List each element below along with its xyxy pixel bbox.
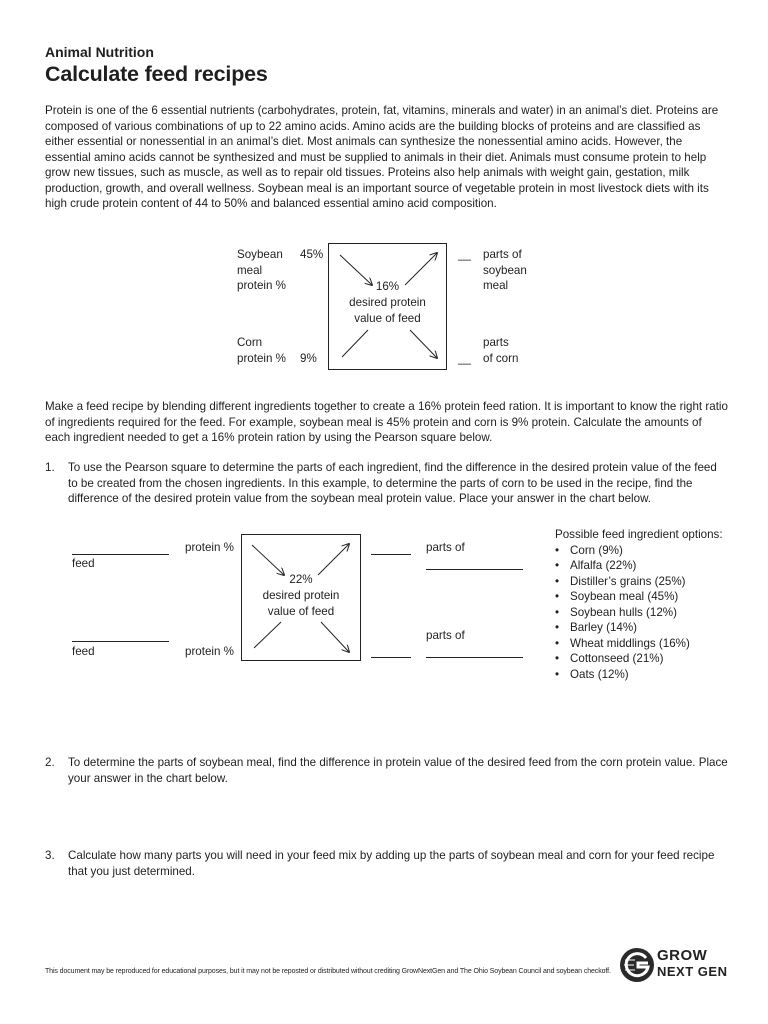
soybean-label-line1: Soybean bbox=[237, 248, 283, 261]
worksheet-arrow-up-right-bottom bbox=[254, 622, 281, 648]
corn-parts-blank: __ bbox=[458, 352, 471, 365]
soybean-label-line3: protein % bbox=[237, 279, 286, 292]
bottom-parts-of-label: parts of bbox=[426, 629, 465, 642]
worksheet-arrow-down-right-bottom bbox=[321, 622, 349, 652]
bottom-protein-label: protein % bbox=[185, 645, 234, 658]
corn-label-line2: protein % bbox=[237, 352, 286, 365]
logo-line-2: NEXT GEN bbox=[657, 964, 728, 979]
logo-wordmark bbox=[657, 948, 727, 980]
corn-parts-label-2: of corn bbox=[483, 352, 519, 365]
ingredient-options-list bbox=[555, 543, 723, 683]
corn-parts-label-1: parts bbox=[483, 336, 509, 349]
top-feed-label: feed bbox=[72, 557, 95, 570]
soybean-parts-blank: __ bbox=[458, 248, 471, 261]
list-item: • Soybean hulls (12%) bbox=[555, 605, 723, 621]
step-2-text: To determine the parts of soybean meal, find the difference in protein value of the desired feed from the corn protein value. Place your answer in the chart below. bbox=[68, 756, 728, 785]
top-parts-blank[interactable] bbox=[371, 554, 411, 555]
example-center-value: 16% bbox=[375, 280, 400, 293]
g-logo-icon bbox=[619, 946, 655, 984]
worksheet-center-label-2: value of feed bbox=[267, 605, 335, 618]
list-item: • Oats (12%) bbox=[555, 667, 723, 683]
soybean-parts-label-3: meal bbox=[483, 279, 509, 292]
ingredient-options bbox=[555, 527, 723, 682]
bottom-parts-ingredient-blank[interactable] bbox=[426, 657, 523, 658]
worksheet-arrow-up-right-top bbox=[318, 544, 349, 575]
list-item: • Cottonseed (21%) bbox=[555, 651, 723, 667]
worksheet-center-value: 22% bbox=[289, 573, 313, 586]
worksheet-arrow-down-right-top bbox=[252, 545, 284, 575]
section-subtitle: Animal Nutrition bbox=[45, 44, 154, 60]
grow-next-gen-logo bbox=[619, 946, 734, 984]
worksheet-center-label-1: desired protein bbox=[262, 589, 340, 602]
intro-paragraph: Protein is one of the 6 essential nutrients (carbohydrates, protein, fat, vitamins, minerals and water) in an animal’s diet. Proteins are composed of various combinations of up to 22 amino acids. Amino acids are the building blocks of proteins and are classified as either essential or nonessential in an animal’s diet. Most animals can synthesize the nonessential amino acids. However, the essential amino acids cannot be synthesized and must be supplied to animals in their diet. Animals must consume protein to help grow new tissues, such as muscle, as well as to repair old tissues. Proteins also help animals with weight gain, gestation, milk production, growth, and overall wellness. Soybean meal is an important source of vegetable protein in most livestock diets with its high crude protein content of 44 to 50% and balanced essential amino acid composition. bbox=[45, 104, 719, 210]
list-item: • Barley (14%) bbox=[555, 620, 723, 636]
ingredient-options-heading: Possible feed ingredient options: bbox=[555, 528, 723, 541]
list-item: • Distiller’s grains (25%) bbox=[555, 574, 723, 590]
step-2-number: 2. bbox=[45, 756, 55, 769]
footer-disclaimer: This document may be reproduced for educational purposes, but it may not be reposted or distributed without crediting GrowNextGen and The Ohio Soybean Council and soybean checkoff. bbox=[45, 968, 611, 975]
page-title: Calculate feed recipes bbox=[45, 62, 268, 86]
list-item: • Corn (9%) bbox=[555, 543, 723, 559]
top-protein-label: protein % bbox=[185, 541, 234, 554]
corn-label-line1: Corn bbox=[237, 336, 263, 349]
step-1-text: To use the Pearson square to determine the parts of each ingredient, find the difference in the desired protein value of the feed to be created from the chosen ingredients. In this example, to determine the parts of corn to be used in the recipe, find the difference of the desired protein value from the soybean meal protein value. Place your answer in the chart below. bbox=[68, 461, 717, 505]
list-item: • Soybean meal (45%) bbox=[555, 589, 723, 605]
list-item: • Wheat middlings (16%) bbox=[555, 636, 723, 652]
soybean-parts-label-1: parts of bbox=[483, 248, 522, 261]
list-item: • Alfalfa (22%) bbox=[555, 558, 723, 574]
bottom-parts-blank[interactable] bbox=[371, 657, 411, 658]
top-parts-of-label: parts of bbox=[426, 541, 465, 554]
soybean-label-line2: meal bbox=[237, 264, 263, 277]
step-1-number: 1. bbox=[45, 461, 55, 474]
example-center-label-1: desired protein bbox=[349, 296, 426, 309]
explanation-paragraph: Make a feed recipe by blending different ingredients together to create a 16% protein feed ration. It is important to know the right ratio of ingredients required for the feed. For example, soybean meal is 45% protein and corn is 9% protein. Calculate the amounts of each ingredient needed to get a 16% protein ration by using the Pearson square below. bbox=[45, 400, 728, 444]
corn-protein-value: 9% bbox=[300, 352, 317, 365]
logo-line-1: GROW bbox=[657, 947, 708, 964]
bottom-feed-label: feed bbox=[72, 645, 95, 658]
top-parts-ingredient-blank[interactable] bbox=[426, 569, 523, 570]
example-center-label-2: value of feed bbox=[354, 312, 421, 325]
step-3-text: Calculate how many parts you will need in your feed mix by adding up the parts of soybean meal and corn for your feed recipe that you just determined. bbox=[68, 849, 715, 878]
step-3-number: 3. bbox=[45, 849, 55, 862]
soybean-parts-label-2: soybean bbox=[483, 264, 527, 277]
soybean-protein-value: 45% bbox=[300, 248, 324, 261]
